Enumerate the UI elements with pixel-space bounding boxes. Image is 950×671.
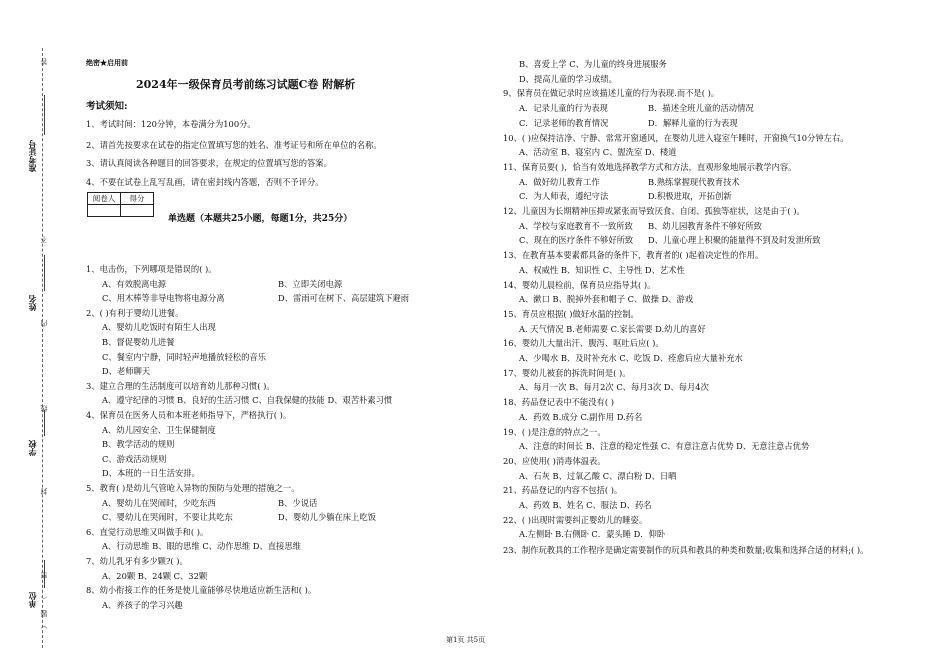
answer-option[interactable]: A、每月一次 B、每月2次 C、每月3次 D、每月4次 <box>519 382 709 393</box>
answer-option[interactable]: C、用木棒等非导电物将电源分离 <box>102 293 225 304</box>
seal-mark: 题 <box>40 610 48 617</box>
seal-mark: （ <box>40 596 48 603</box>
answer-option[interactable]: A、学校与家庭教育不一致所致 <box>519 220 633 231</box>
answer-option[interactable]: D、提高儿童的学习成绩。 <box>519 73 617 84</box>
question-text: 17、婴幼儿被套的拆洗时间是( )。 <box>503 367 631 378</box>
seal-mark: 不 <box>40 236 48 243</box>
question-text: 8、幼小衔接工作的任务是使儿童能够尽快地适应新生活和( )。 <box>86 585 317 596</box>
question-text: 3、建立合理的生活制度可以培育幼儿那种习惯( )。 <box>86 380 275 391</box>
answer-option[interactable]: A、养孩子的学习兴趣 <box>102 599 183 610</box>
grader-cell[interactable] <box>88 205 121 217</box>
question-text: 22、( )出现时需要纠正婴幼儿的睡姿。 <box>503 514 648 525</box>
question-text: 21、药品登记的内容不包括( )。 <box>503 485 623 496</box>
question-text: 10、( )应保持洁净、宁静、常常开窗通风，在婴幼儿进入寝室午睡时，开窗换气10分钟左右。 <box>503 132 849 143</box>
answer-option[interactable]: C、现在的医疗条件不够好所致 <box>519 235 634 246</box>
question-text: 1、电击伤，下列哪项是错误的( )。 <box>86 264 217 274</box>
question-text: 4、保育员在医务人员和本班老师指导下，严格执行( )。 <box>86 410 292 420</box>
question-text: 5、教育( )是幼儿气管呛入异物的预防与处理的措施之一。 <box>86 483 300 493</box>
answer-option[interactable]: C．记录老师的教育情况 <box>519 117 609 128</box>
answer-option[interactable]: D、雷雨可在树下、高层建筑下避雨 <box>278 293 410 304</box>
score-header: 得分 <box>121 193 154 205</box>
answer-option[interactable]: B、幼儿园教育条件不够好所致 <box>648 220 762 231</box>
question-text: 2、( )有利于婴幼儿进餐。 <box>86 307 184 318</box>
notice-item: 1、考试时间：120分钟，本卷满分为100分。 <box>86 119 256 129</box>
margin-fill-line <box>44 410 45 436</box>
answer-option[interactable]: C、游戏活动规则 <box>102 453 167 464</box>
answer-option[interactable]: A、有效脱离电源 <box>102 278 167 289</box>
question-text: 13、在教育基本要素都具备的条件下，教育者的( )起着决定性的作用。 <box>503 250 764 261</box>
answer-option[interactable]: A．药效 B.成分 C.副作用 D.药名 <box>519 411 643 422</box>
question-text: 6、直觉行动思维又叫做手和( )。 <box>86 526 209 537</box>
answer-option[interactable]: A．记录儿童的行为表现 <box>519 103 608 114</box>
answer-option[interactable]: A、幼儿园安全、卫生保健制度 <box>102 424 216 435</box>
answer-option[interactable]: B．描述全班儿童的活动情况 <box>648 103 754 114</box>
answer-option[interactable]: A、遵守纪律的习惯 B、良好的生活习惯 C、自我保健的技能 D、艰苦朴素习惯 <box>102 395 393 406</box>
seal-mark: 密 <box>40 572 48 579</box>
question-text: 19、( )是注意的特点之一。 <box>503 426 606 437</box>
answer-option[interactable]: A、漱口 B、脱掉外套和帽子 C、做操 D、游戏 <box>519 294 694 305</box>
answer-option[interactable]: B、少说话 <box>278 497 318 508</box>
answer-option[interactable]: A. 天气情况 B.老师需要 C.家长需要 D.幼儿的喜好 <box>519 323 706 334</box>
answer-option[interactable]: B、教学活动的规则 <box>102 439 175 450</box>
answer-option[interactable]: D、儿童心理上积聚的能量得不到及时发泄所致 <box>648 235 821 246</box>
answer-option[interactable]: A、石灰 B、过氧乙酸 C、漂白粉 D、日晒 <box>519 470 677 481</box>
answer-option[interactable]: D.积极进取，开拓创新 <box>648 191 732 202</box>
answer-option[interactable]: D、本班的一日生活安排。 <box>102 468 200 479</box>
page-number: 第1页 共5页 <box>446 636 486 644</box>
margin-fill-line <box>44 255 45 291</box>
margin-label-unit: 单位 <box>27 592 37 608</box>
score-table <box>87 192 154 217</box>
seal-line <box>42 48 43 648</box>
page-title: 2024年一级保育员考前练习试题C卷 附解析 <box>136 78 356 91</box>
question-text: 11、保育员要( )，恰当有效地选择教学方式和方法，直观形象地展示教学内容。 <box>503 161 797 172</box>
margin-fill-line <box>44 95 45 135</box>
answer-option[interactable]: B.熟练掌握现代教育技术 <box>648 176 740 187</box>
question-text: 7、幼儿乳牙有多少颗?( )。 <box>86 556 188 566</box>
seal-mark: 内 <box>40 320 48 327</box>
answer-option[interactable]: A、少喝水 B、及时补充水 C、吃饭 D、痊愈后应大量补充水 <box>519 353 743 363</box>
seal-mark: 答 <box>40 58 48 65</box>
notice-item: 2、请首先按要求在试卷的指定位置填写您的姓名、准考证号和所在单位的名称。 <box>86 140 382 150</box>
answer-option[interactable]: A、行动思维 B、眼的思维 C、动作思维 D、直接思维 <box>102 541 301 552</box>
question-text: 9、保育员在做记录时应该描述儿童的行为表现.而不是( )。 <box>503 88 720 99</box>
answer-option[interactable]: A、活动室 B、寝室内 C、盥洗室 D、楼道 <box>519 147 677 158</box>
answer-option[interactable]: B、喜爱上学 C、为儿童的终身进展服务 <box>519 59 667 69</box>
margin-label-school: 学校 <box>27 440 37 456</box>
question-text: 16、婴幼儿大量出汗、腹泻、呕吐后应( )。 <box>503 338 664 349</box>
confidential-label: 绝密★启用前 <box>86 58 128 67</box>
answer-option[interactable]: C．为人师表，遵纪守法 <box>519 191 609 202</box>
answer-option[interactable]: A、药效 B、姓名 C、服法 D、药名 <box>519 500 652 510</box>
answer-option[interactable]: A.左侧卧 B.右侧卧 C．蒙头睡 D．仰卧 <box>519 529 666 540</box>
seal-mark: 线 <box>40 405 48 412</box>
question-text: 18、药品登记表中不能没有( ) <box>503 397 614 408</box>
question-text: 20、应使用( )消毒体温表。 <box>503 455 606 466</box>
answer-option[interactable]: A、注意的时间长 B、注意的稳定性强 C、有意注意占优势 D、无意注意占优势 <box>519 441 810 452</box>
answer-option[interactable]: A．做好幼儿教育工作 <box>519 176 600 187</box>
margin-label-name: 姓名 <box>27 295 37 311</box>
answer-option[interactable]: D、老师聊天 <box>102 366 151 377</box>
answer-option[interactable]: A、权威性 B、知识性 C、主导性 D、艺术性 <box>519 264 685 275</box>
margin-label-exam-id: 准考证号 <box>27 140 37 172</box>
answer-option[interactable]: B、立即关闭电源 <box>278 278 343 289</box>
question-text: 15、育员应根据( )做好水温的控制。 <box>503 308 639 319</box>
answer-option[interactable]: D．解释儿童的行为表现 <box>648 117 738 128</box>
question-text: 12、儿童因为长期精神压抑或紧张而导致厌食、自闭、孤独等症状，这是由于( )。 <box>503 206 805 216</box>
answer-option[interactable]: A、20颗 B、24颗 C、32颗 <box>102 570 208 581</box>
notice-item: 3、请认真阅读各种题目的回答要求，在规定的位置填写您的答案。 <box>86 158 332 168</box>
seal-mark: 封 <box>40 488 48 495</box>
answer-option[interactable]: A、婴幼儿吃饭时有陌生人出现 <box>102 322 216 333</box>
question-text: 14、婴幼儿晨检前，保育员应指导其( )。 <box>503 279 656 290</box>
answer-option[interactable]: C、餐室内宁静，同时轻声地播放轻松的音乐 <box>102 351 266 362</box>
score-cell[interactable] <box>121 205 154 217</box>
notice-heading: 考试须知: <box>86 101 128 112</box>
answer-option[interactable]: C、婴幼儿在哭闹时，不要让其吃东 <box>102 512 233 523</box>
section-title: 单选题（本题共25小题，每题1分，共25分） <box>168 214 353 224</box>
question-text: 23、制作玩教具的工作程序是确定需要制作的玩具和教具的种类和数量;收集和选择合适的材料;( )。 <box>503 545 869 556</box>
answer-option[interactable]: B、督促婴幼儿进餐 <box>102 337 175 347</box>
answer-option[interactable]: A、婴幼儿在哭闹时，少吃东西 <box>102 497 216 508</box>
answer-option[interactable]: D、婴幼儿少躺在床上吃饭 <box>278 512 376 523</box>
seal-mark: ） <box>40 622 48 629</box>
grader-header: 阅卷人 <box>88 193 121 205</box>
notice-item: 4、不要在试卷上乱写乱画，请在密封线内答题，否则不予评分。 <box>86 177 324 187</box>
